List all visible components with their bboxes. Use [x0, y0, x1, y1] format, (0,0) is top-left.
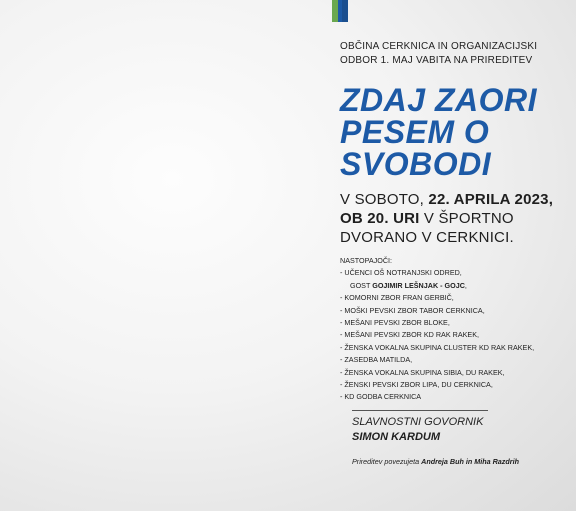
list-item: - UČENCI OŠ NOTRANJSKI ODRED,: [340, 268, 462, 278]
guest-name: GOJIMIR LEŠNJAK - GOJC: [372, 280, 465, 290]
venue-part-1: V ŠPORTNO: [419, 210, 514, 227]
event-title: [340, 84, 572, 180]
hosts-names: Andreja Buh in Miha Razdrih: [421, 456, 519, 466]
list-item: - ŽENSKA VOKALNA SKUPINA SIBIA, DU RAKEK,: [340, 367, 505, 377]
dark-blue-bar: [342, 0, 348, 22]
title-line-2: PESEM O: [340, 114, 490, 150]
date-prefix: V SOBOTO,: [340, 191, 429, 208]
invitation-content: [340, 40, 572, 466]
color-bars: [332, 0, 352, 22]
list-item-guest: [340, 280, 572, 292]
guest-prefix: GOST: [350, 280, 373, 290]
list-item: - MEŠANI PEVSKI ZBOR BLOKE,: [340, 318, 450, 328]
organizer-line-1: OBČINA CERKNICA IN ORGANIZACIJSKI: [340, 41, 538, 52]
performers-label: NASTOPAJOČI:: [340, 256, 393, 265]
list-item: - MEŠANI PEVSKI ZBOR KD RAK RAKEK,: [340, 330, 479, 340]
organizer-line-2: ODBOR 1. MAJ VABITA NA PRIREDITEV: [340, 55, 533, 66]
venue-part-2: DVORANO V CERKNICI.: [340, 229, 514, 246]
hosts-prefix: Prireditev povezujeta: [352, 456, 422, 466]
list-item: - KOMORNI ZBOR FRAN GERBIČ,: [340, 293, 454, 303]
list-item: - ZASEDBA MATILDA,: [340, 355, 413, 365]
date-bold: 22. APRILA 2023,: [428, 191, 554, 208]
event-date-location: [340, 190, 572, 247]
title-line-1: ZDAJ ZAORI: [340, 82, 537, 118]
organizer-text: [340, 40, 572, 68]
speaker-block: [352, 415, 572, 445]
list-item: - ŽENSKA VOKALNA SKUPINA CLUSTER KD RAK RAKEK,: [340, 342, 535, 352]
title-line-3: SVOBODI: [340, 146, 492, 182]
speaker-name: SIMON KARDUM: [352, 430, 440, 443]
guest-comma: ,: [464, 280, 467, 290]
divider: [352, 410, 488, 411]
time-bold: OB 20. URI: [340, 210, 420, 227]
performers-list: [340, 255, 572, 404]
list-item: - ŽENSKI PEVSKI ZBOR LIPA, DU CERKNICA,: [340, 380, 493, 390]
list-item: - KD GODBA CERKNICA: [340, 392, 422, 402]
hosts-note: [352, 457, 572, 466]
speaker-label: SLAVNOSTNI GOVORNIK: [352, 415, 484, 428]
list-item: - MOŠKI PEVSKI ZBOR TABOR CERKNICA,: [340, 305, 485, 315]
